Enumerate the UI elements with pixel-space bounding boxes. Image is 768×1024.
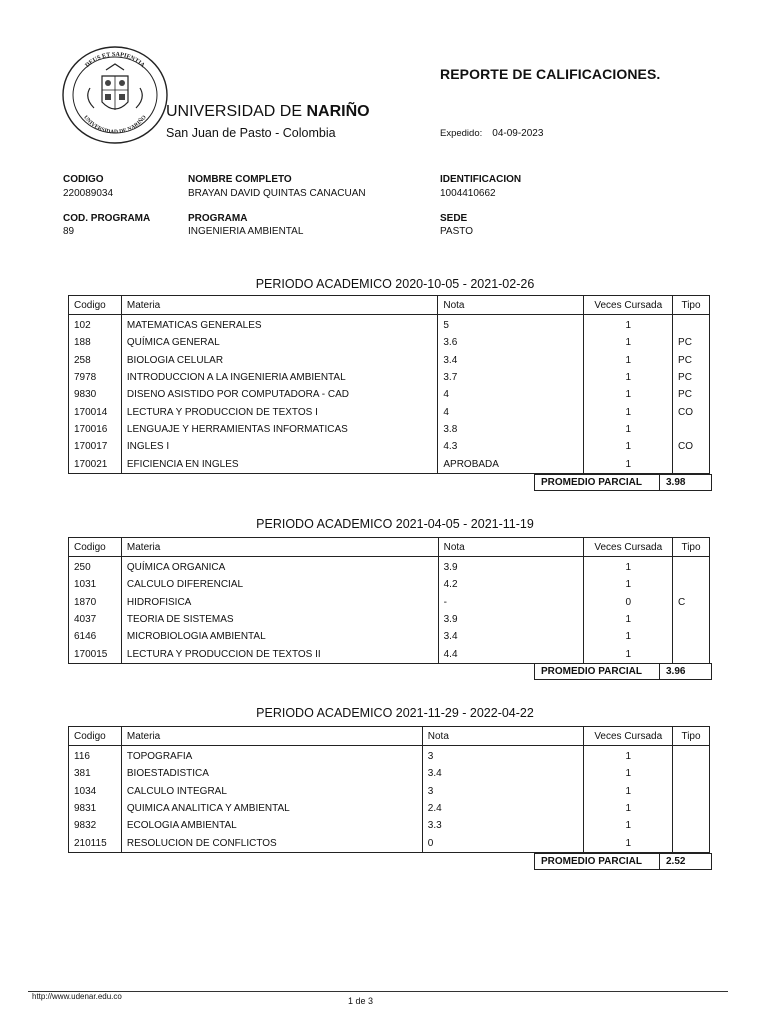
grades-table bbox=[68, 295, 710, 474]
promedio-value: 3.96 bbox=[666, 666, 686, 677]
identificacion-label: IDENTIFICACION bbox=[440, 174, 522, 185]
cell-codigo: 170016 bbox=[69, 421, 122, 438]
table-row bbox=[69, 403, 710, 420]
cell-codigo: 170021 bbox=[69, 455, 122, 473]
cell-nota: 3.9 bbox=[438, 611, 584, 628]
cell-materia: CALCULO DIFERENCIAL bbox=[121, 576, 438, 593]
cell-materia: CALCULO INTEGRAL bbox=[121, 783, 422, 800]
table-row bbox=[69, 783, 710, 800]
cell-codigo: 170014 bbox=[69, 403, 122, 420]
nombre-label: NOMBRE COMPLETO bbox=[188, 174, 292, 185]
cell-veces: 1 bbox=[584, 746, 673, 766]
cell-veces: 1 bbox=[584, 800, 673, 817]
col-veces: Veces Cursada bbox=[584, 296, 673, 315]
table-row bbox=[69, 645, 710, 663]
cell-materia: INGLES I bbox=[121, 438, 437, 455]
promedio-parcial bbox=[534, 853, 712, 870]
table-header-row bbox=[69, 727, 710, 746]
col-materia: Materia bbox=[121, 538, 438, 557]
cell-veces: 1 bbox=[584, 438, 673, 455]
cell-nota: 3 bbox=[422, 783, 584, 800]
svg-text:UNIVERSIDAD DE NARIÑO: UNIVERSIDAD DE NARIÑO bbox=[82, 114, 148, 136]
col-tipo: Tipo bbox=[673, 727, 710, 746]
cod-programa-value: 89 bbox=[63, 226, 75, 237]
cell-materia: LECTURA Y PRODUCCION DE TEXTOS II bbox=[121, 645, 438, 663]
cell-veces: 1 bbox=[584, 834, 673, 852]
cell-nota: 4.2 bbox=[438, 576, 584, 593]
cell-materia: MATEMATICAS GENERALES bbox=[121, 315, 437, 335]
cell-codigo: 188 bbox=[69, 334, 122, 351]
cell-materia: RESOLUCION DE CONFLICTOS bbox=[121, 834, 422, 852]
cell-nota: 0 bbox=[422, 834, 584, 852]
cell-nota: 3.7 bbox=[438, 369, 584, 386]
cell-codigo: 116 bbox=[69, 746, 122, 766]
promedio-parcial bbox=[534, 663, 712, 680]
cell-veces: 1 bbox=[584, 386, 673, 403]
col-tipo: Tipo bbox=[673, 296, 710, 315]
cell-nota: 4 bbox=[438, 403, 584, 420]
cod-programa-label: COD. PROGRAMA bbox=[63, 213, 151, 224]
table-row bbox=[69, 352, 710, 369]
cell-veces: 1 bbox=[584, 611, 673, 628]
col-materia: Materia bbox=[121, 296, 437, 315]
university-seal-logo bbox=[62, 46, 168, 144]
cell-nota: 3.6 bbox=[438, 334, 584, 351]
svg-text:DEUS ET SAPIENTIA: DEUS ET SAPIENTIA bbox=[83, 50, 147, 69]
cell-tipo bbox=[673, 800, 710, 817]
cell-nota: 3.4 bbox=[438, 352, 584, 369]
cell-materia: BIOLOGIA CELULAR bbox=[121, 352, 437, 369]
promedio-label: PROMEDIO PARCIAL bbox=[535, 475, 660, 490]
cell-materia: BIOESTADISTICA bbox=[121, 765, 422, 782]
table-row bbox=[69, 628, 710, 645]
codigo-value: 220089034 bbox=[63, 188, 114, 199]
cell-veces: 1 bbox=[584, 783, 673, 800]
cell-codigo: 1031 bbox=[69, 576, 122, 593]
table-row bbox=[69, 611, 710, 628]
col-veces: Veces Cursada bbox=[584, 538, 673, 557]
table-row bbox=[69, 315, 710, 335]
cell-tipo: PC bbox=[673, 386, 710, 403]
cell-materia: MICROBIOLOGIA AMBIENTAL bbox=[121, 628, 438, 645]
cell-tipo bbox=[673, 315, 710, 335]
university-city: San Juan de Pasto - Colombia bbox=[166, 126, 336, 140]
cell-codigo: 258 bbox=[69, 352, 122, 369]
table-header-row bbox=[69, 538, 710, 557]
promedio-label: PROMEDIO PARCIAL bbox=[535, 664, 660, 679]
period-title: PERIODO ACADEMICO 2021-11-29 - 2022-04-22 bbox=[256, 706, 534, 720]
cell-codigo: 9832 bbox=[69, 817, 122, 834]
table-row bbox=[69, 386, 710, 403]
cell-veces: 1 bbox=[584, 352, 673, 369]
programa-value: INGENIERIA AMBIENTAL bbox=[188, 226, 304, 237]
grades-table bbox=[68, 726, 710, 853]
cell-tipo bbox=[673, 765, 710, 782]
sede-label: SEDE bbox=[440, 213, 468, 224]
cell-nota: 4.4 bbox=[438, 645, 584, 663]
report-title: REPORTE DE CALIFICACIONES. bbox=[440, 66, 661, 82]
cell-tipo: CO bbox=[673, 403, 710, 420]
cell-materia: TOPOGRAFIA bbox=[121, 746, 422, 766]
cell-codigo: 1870 bbox=[69, 594, 122, 611]
cell-nota: 3 bbox=[422, 746, 584, 766]
cell-nota: 3.4 bbox=[438, 628, 584, 645]
cell-tipo bbox=[673, 746, 710, 766]
grades-table bbox=[68, 537, 710, 664]
cell-nota: 3.4 bbox=[422, 765, 584, 782]
promedio-value: 2.52 bbox=[666, 856, 686, 867]
cell-codigo: 250 bbox=[69, 557, 122, 577]
cell-nota: 4.3 bbox=[438, 438, 584, 455]
codigo-label: CODIGO bbox=[63, 174, 104, 185]
cell-tipo: CO bbox=[673, 438, 710, 455]
cell-codigo: 381 bbox=[69, 765, 122, 782]
cell-materia: EFICIENCIA EN INGLES bbox=[121, 455, 437, 473]
cell-nota: 2.4 bbox=[422, 800, 584, 817]
table-row bbox=[69, 800, 710, 817]
cell-veces: 1 bbox=[584, 455, 673, 473]
cell-materia: QUÍMICA ORGANICA bbox=[121, 557, 438, 577]
cell-veces: 0 bbox=[584, 594, 673, 611]
issue-date-label: Expedido: bbox=[440, 128, 483, 139]
table-row bbox=[69, 765, 710, 782]
col-veces: Veces Cursada bbox=[584, 727, 673, 746]
table-row bbox=[69, 334, 710, 351]
cell-tipo bbox=[673, 628, 710, 645]
cell-tipo: PC bbox=[673, 352, 710, 369]
cell-codigo: 9831 bbox=[69, 800, 122, 817]
cell-codigo: 4037 bbox=[69, 611, 122, 628]
cell-nota: 4 bbox=[438, 386, 584, 403]
footer-divider bbox=[28, 991, 728, 992]
cell-veces: 1 bbox=[584, 576, 673, 593]
table-row bbox=[69, 576, 710, 593]
university-name: UNIVERSIDAD DE NARIÑO bbox=[166, 103, 370, 120]
cell-tipo bbox=[673, 421, 710, 438]
col-materia: Materia bbox=[121, 727, 422, 746]
table-row bbox=[69, 834, 710, 852]
cell-materia: QUÍMICA GENERAL bbox=[121, 334, 437, 351]
cell-nota: - bbox=[438, 594, 584, 611]
cell-nota: 3.9 bbox=[438, 557, 584, 577]
programa-label: PROGRAMA bbox=[188, 213, 248, 224]
footer-url: http://www.udenar.edu.co bbox=[32, 992, 122, 1001]
cell-veces: 1 bbox=[584, 628, 673, 645]
table-row bbox=[69, 455, 710, 473]
promedio-parcial bbox=[534, 474, 712, 491]
cell-tipo bbox=[673, 834, 710, 852]
issue-date-value: 04-09-2023 bbox=[492, 128, 544, 139]
cell-veces: 1 bbox=[584, 315, 673, 335]
table-row bbox=[69, 817, 710, 834]
cell-materia: DISENO ASISTIDO POR COMPUTADORA - CAD bbox=[121, 386, 437, 403]
cell-materia: LENGUAJE Y HERRAMIENTAS INFORMATICAS bbox=[121, 421, 437, 438]
cell-codigo: 170017 bbox=[69, 438, 122, 455]
period-title: PERIODO ACADEMICO 2020-10-05 - 2021-02-26 bbox=[255, 277, 535, 291]
col-codigo: Codigo bbox=[69, 538, 122, 557]
col-codigo: Codigo bbox=[69, 727, 122, 746]
col-nota: Nota bbox=[422, 727, 584, 746]
cell-materia: LECTURA Y PRODUCCION DE TEXTOS I bbox=[121, 403, 437, 420]
cell-tipo bbox=[673, 557, 710, 577]
col-codigo: Codigo bbox=[69, 296, 122, 315]
cell-codigo: 1034 bbox=[69, 783, 122, 800]
cell-veces: 1 bbox=[584, 403, 673, 420]
cell-veces: 1 bbox=[584, 765, 673, 782]
cell-tipo: C bbox=[673, 594, 710, 611]
cell-codigo: 210115 bbox=[69, 834, 122, 852]
cell-nota: 5 bbox=[438, 315, 584, 335]
cell-materia: INTRODUCCION A LA INGENIERIA AMBIENTAL bbox=[121, 369, 437, 386]
period-title: PERIODO ACADEMICO 2021-04-05 - 2021-11-19 bbox=[256, 517, 534, 531]
cell-veces: 1 bbox=[584, 369, 673, 386]
col-nota: Nota bbox=[438, 538, 584, 557]
table-header-row bbox=[69, 296, 710, 315]
cell-veces: 1 bbox=[584, 817, 673, 834]
page-number: 1 de 3 bbox=[348, 996, 374, 1006]
table-row bbox=[69, 421, 710, 438]
cell-codigo: 7978 bbox=[69, 369, 122, 386]
cell-tipo bbox=[673, 611, 710, 628]
cell-veces: 1 bbox=[584, 334, 673, 351]
cell-tipo bbox=[673, 783, 710, 800]
cell-codigo: 170015 bbox=[69, 645, 122, 663]
cell-tipo: PC bbox=[673, 369, 710, 386]
table-row bbox=[69, 438, 710, 455]
cell-tipo: PC bbox=[673, 334, 710, 351]
cell-tipo bbox=[673, 645, 710, 663]
cell-materia: ECOLOGIA AMBIENTAL bbox=[121, 817, 422, 834]
promedio-value: 3.98 bbox=[666, 477, 686, 488]
cell-tipo bbox=[673, 576, 710, 593]
issue-date bbox=[440, 128, 543, 139]
col-nota: Nota bbox=[438, 296, 584, 315]
cell-codigo: 6146 bbox=[69, 628, 122, 645]
cell-veces: 1 bbox=[584, 645, 673, 663]
table-row bbox=[69, 369, 710, 386]
cell-veces: 1 bbox=[584, 421, 673, 438]
cell-nota: 3.8 bbox=[438, 421, 584, 438]
identificacion-value: 1004410662 bbox=[440, 188, 496, 199]
cell-codigo: 9830 bbox=[69, 386, 122, 403]
table-row bbox=[69, 557, 710, 577]
sede-value: PASTO bbox=[440, 226, 473, 237]
cell-tipo bbox=[673, 817, 710, 834]
cell-nota: 3.3 bbox=[422, 817, 584, 834]
nombre-value: BRAYAN DAVID QUINTAS CANACUAN bbox=[188, 188, 366, 199]
cell-codigo: 102 bbox=[69, 315, 122, 335]
table-row bbox=[69, 746, 710, 766]
col-tipo: Tipo bbox=[673, 538, 710, 557]
cell-materia: QUIMICA ANALITICA Y AMBIENTAL bbox=[121, 800, 422, 817]
promedio-label: PROMEDIO PARCIAL bbox=[535, 854, 660, 869]
cell-materia: TEORIA DE SISTEMAS bbox=[121, 611, 438, 628]
cell-materia: HIDROFISICA bbox=[121, 594, 438, 611]
cell-nota: APROBADA bbox=[438, 455, 584, 473]
cell-veces: 1 bbox=[584, 557, 673, 577]
table-row bbox=[69, 594, 710, 611]
cell-tipo bbox=[673, 455, 710, 473]
